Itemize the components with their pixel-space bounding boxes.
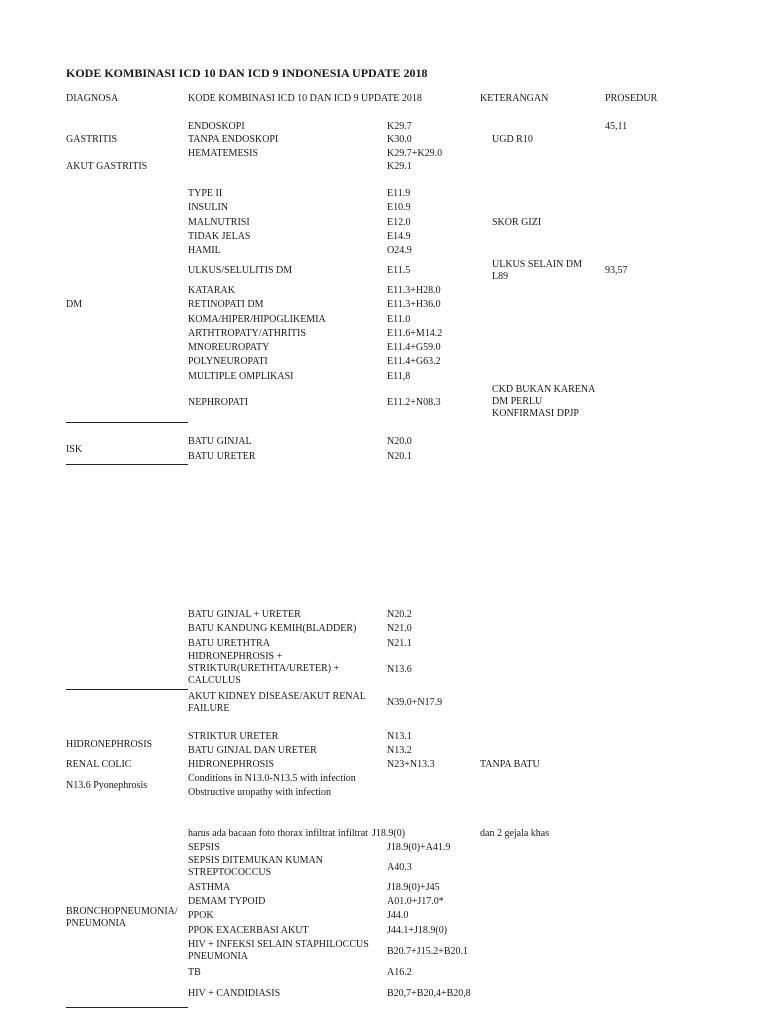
row-code: B20,7+B20,4+B20,8 [387, 988, 471, 999]
row-code: A01.0+J17.0* [387, 896, 444, 907]
row-name: TIDAK JELAS [188, 231, 251, 242]
row-name: HAMIL [188, 245, 221, 256]
row-code: K29.7+K29.0 [387, 148, 443, 159]
row-code: K29.1 [387, 161, 412, 172]
row-code: E11,8 [387, 371, 411, 382]
row-code: B20.7+J15.2+B20.1 [387, 946, 469, 957]
row-name: BATU GINJAL [188, 436, 252, 447]
row-code: N20.2 [387, 609, 412, 620]
row-name: INSULIN [188, 202, 228, 213]
row-name: TYPE II [188, 188, 223, 199]
row-name: MULTIPLE OMPLIKASI [188, 371, 294, 382]
diagnosis-bronchopneumonia: BRONCHOPNEUMONIA/ PNEUMONIA [66, 906, 178, 929]
row-name: BATU URETHTRA [188, 638, 270, 649]
row-code: E11.5 [387, 265, 411, 276]
row-code: E11.3+H28.0 [387, 285, 441, 296]
section-divider [66, 689, 188, 690]
row-code: O24.9 [387, 245, 412, 256]
section-divider [66, 1007, 188, 1008]
procedure-code: 45,11 [605, 121, 628, 132]
row-name: SEPSIS [188, 842, 220, 853]
note-ckd: CKD BUKAN KARENA DM PERLU KONFIRMASI DPJP [492, 384, 595, 419]
row-code: E11.2+N08.3 [387, 397, 441, 408]
section-divider [66, 422, 188, 423]
row-code: E10.9 [387, 202, 411, 213]
procedure-code: 93,57 [605, 265, 628, 276]
diagnosis-isk: ISK [66, 444, 83, 455]
row-name: SEPSIS DITEMUKAN KUMAN STREPTOCOCCUS [188, 855, 324, 878]
row-name: harus ada bacaan foto thorax infiltrat infiltrat [188, 828, 368, 839]
row-name: TB [188, 967, 201, 978]
row-code: J18.9(0) [372, 828, 406, 839]
row-name: Obstructive uropathy with infection [188, 787, 332, 798]
note-skor-gizi: SKOR GIZI [492, 217, 542, 228]
diagnosis-renal-colic: RENAL COLIC [66, 759, 132, 770]
row-code: N20.0 [387, 436, 412, 447]
row-code: E11.0 [387, 314, 411, 325]
row-code: N23+N13.3 [387, 759, 435, 770]
row-code: J18.9(0)+A41.9 [387, 842, 451, 853]
row-name: BATU KANDUNG KEMIH(BLADDER) [188, 623, 357, 634]
row-code: N13.2 [387, 745, 412, 756]
row-code: E12.0 [387, 217, 411, 228]
diagnosis-gastritis: GASTRITIS [66, 134, 118, 145]
row-name: ARTHTROPATY/ATHRITIS [188, 328, 306, 339]
header-keterangan: KETERANGAN [480, 93, 549, 104]
row-name: ASTHMA [188, 882, 231, 893]
row-name: STRIKTUR URETER [188, 731, 279, 742]
row-code: N13.6 [387, 664, 412, 675]
row-name: HIV + CANDIDIASIS [188, 988, 281, 999]
row-name: KATARAK [188, 285, 235, 296]
row-name: NEPHROPATI [188, 397, 249, 408]
note-gejala: dan 2 gejala khas [480, 828, 550, 839]
row-name: HIDRONEPHROSIS + STRIKTUR(URETHTA/URETER) + CALCULUS [188, 651, 340, 686]
note-tanpa-batu: TANPA BATU [480, 759, 540, 770]
diagnosis-dm: DM [66, 299, 83, 310]
row-code: K30.0 [387, 134, 412, 145]
diagnosis-hidronephrosis: HIDRONEPHROSIS [66, 739, 153, 750]
row-name: HIV + INFEKSI SELAIN STAPHILOCCUS PNEUMONIA [188, 939, 369, 962]
row-code: N20.1 [387, 451, 412, 462]
row-code: J44.0 [387, 910, 409, 921]
header-prosedur: PROSEDUR [605, 93, 658, 104]
row-code: N13.1 [387, 731, 412, 742]
row-name: DEMAM TYPOID [188, 896, 266, 907]
row-name: AKUT KIDNEY DISEASE/AKUT RENAL FAILURE [188, 691, 366, 714]
diagnosis-n13-6: N13.6 Pyonephrosis [66, 780, 148, 791]
row-name: RETINOPATI DM [188, 299, 264, 310]
row-name: MALNUTRISI [188, 217, 250, 228]
row-code: E11.4+G59.0 [387, 342, 441, 353]
header-kode: KODE KOMBINASI ICD 10 DAN ICD 9 UPDATE 2018 [188, 93, 422, 104]
row-name: BATU GINJAL DAN URETER [188, 745, 317, 756]
row-code: N21.1 [387, 638, 412, 649]
row-name: ULKUS/SELULITIS DM [188, 265, 293, 276]
row-name: Conditions in N13.0-N13.5 with infection [188, 773, 356, 784]
row-code: E11.6+M14.2 [387, 328, 443, 339]
row-name: MNOREUROPATY [188, 342, 270, 353]
row-name: BATU GINJAL + URETER [188, 609, 301, 620]
row-code: J18.9(0)+J45 [387, 882, 440, 893]
row-code: E11.3+H36.0 [387, 299, 441, 310]
diagnosis-akut-gastritis: AKUT GASTRITIS [66, 161, 148, 172]
header-diagnosa: DIAGNOSA [66, 93, 119, 104]
document-title: KODE KOMBINASI ICD 10 DAN ICD 9 INDONESIA UPDATE 2018 [66, 66, 428, 80]
row-code: K29.7 [387, 121, 412, 132]
row-name: TANPA ENDOSKOPI [188, 134, 279, 145]
row-code: A16.2 [387, 967, 412, 978]
row-name: POLYNEUROPATI [188, 356, 268, 367]
row-code: N39.0+N17.9 [387, 697, 443, 708]
row-code: E11.4+G63.2 [387, 356, 441, 367]
note-ulkus-selain-dm: ULKUS SELAIN DM L89 [492, 259, 582, 282]
row-code: N21.0 [387, 623, 412, 634]
row-code: A40.3 [387, 862, 412, 873]
row-name: KOMA/HIPER/HIPOGLIKEMIA [188, 314, 326, 325]
section-divider [66, 464, 188, 465]
row-name: PPOK [188, 910, 214, 921]
row-name: PPOK EXACERBASI AKUT [188, 925, 309, 936]
note-ugd: UGD R10 [492, 134, 533, 145]
row-code: E11.9 [387, 188, 411, 199]
row-name: BATU URETER [188, 451, 256, 462]
row-name: HIDRONEPHROSIS [188, 759, 275, 770]
row-name: HEMATEMESIS [188, 148, 259, 159]
row-code: E14.9 [387, 231, 411, 242]
row-code: J44.1+J18.9(0) [387, 925, 448, 936]
row-name: ENDOSKOPI [188, 121, 245, 132]
